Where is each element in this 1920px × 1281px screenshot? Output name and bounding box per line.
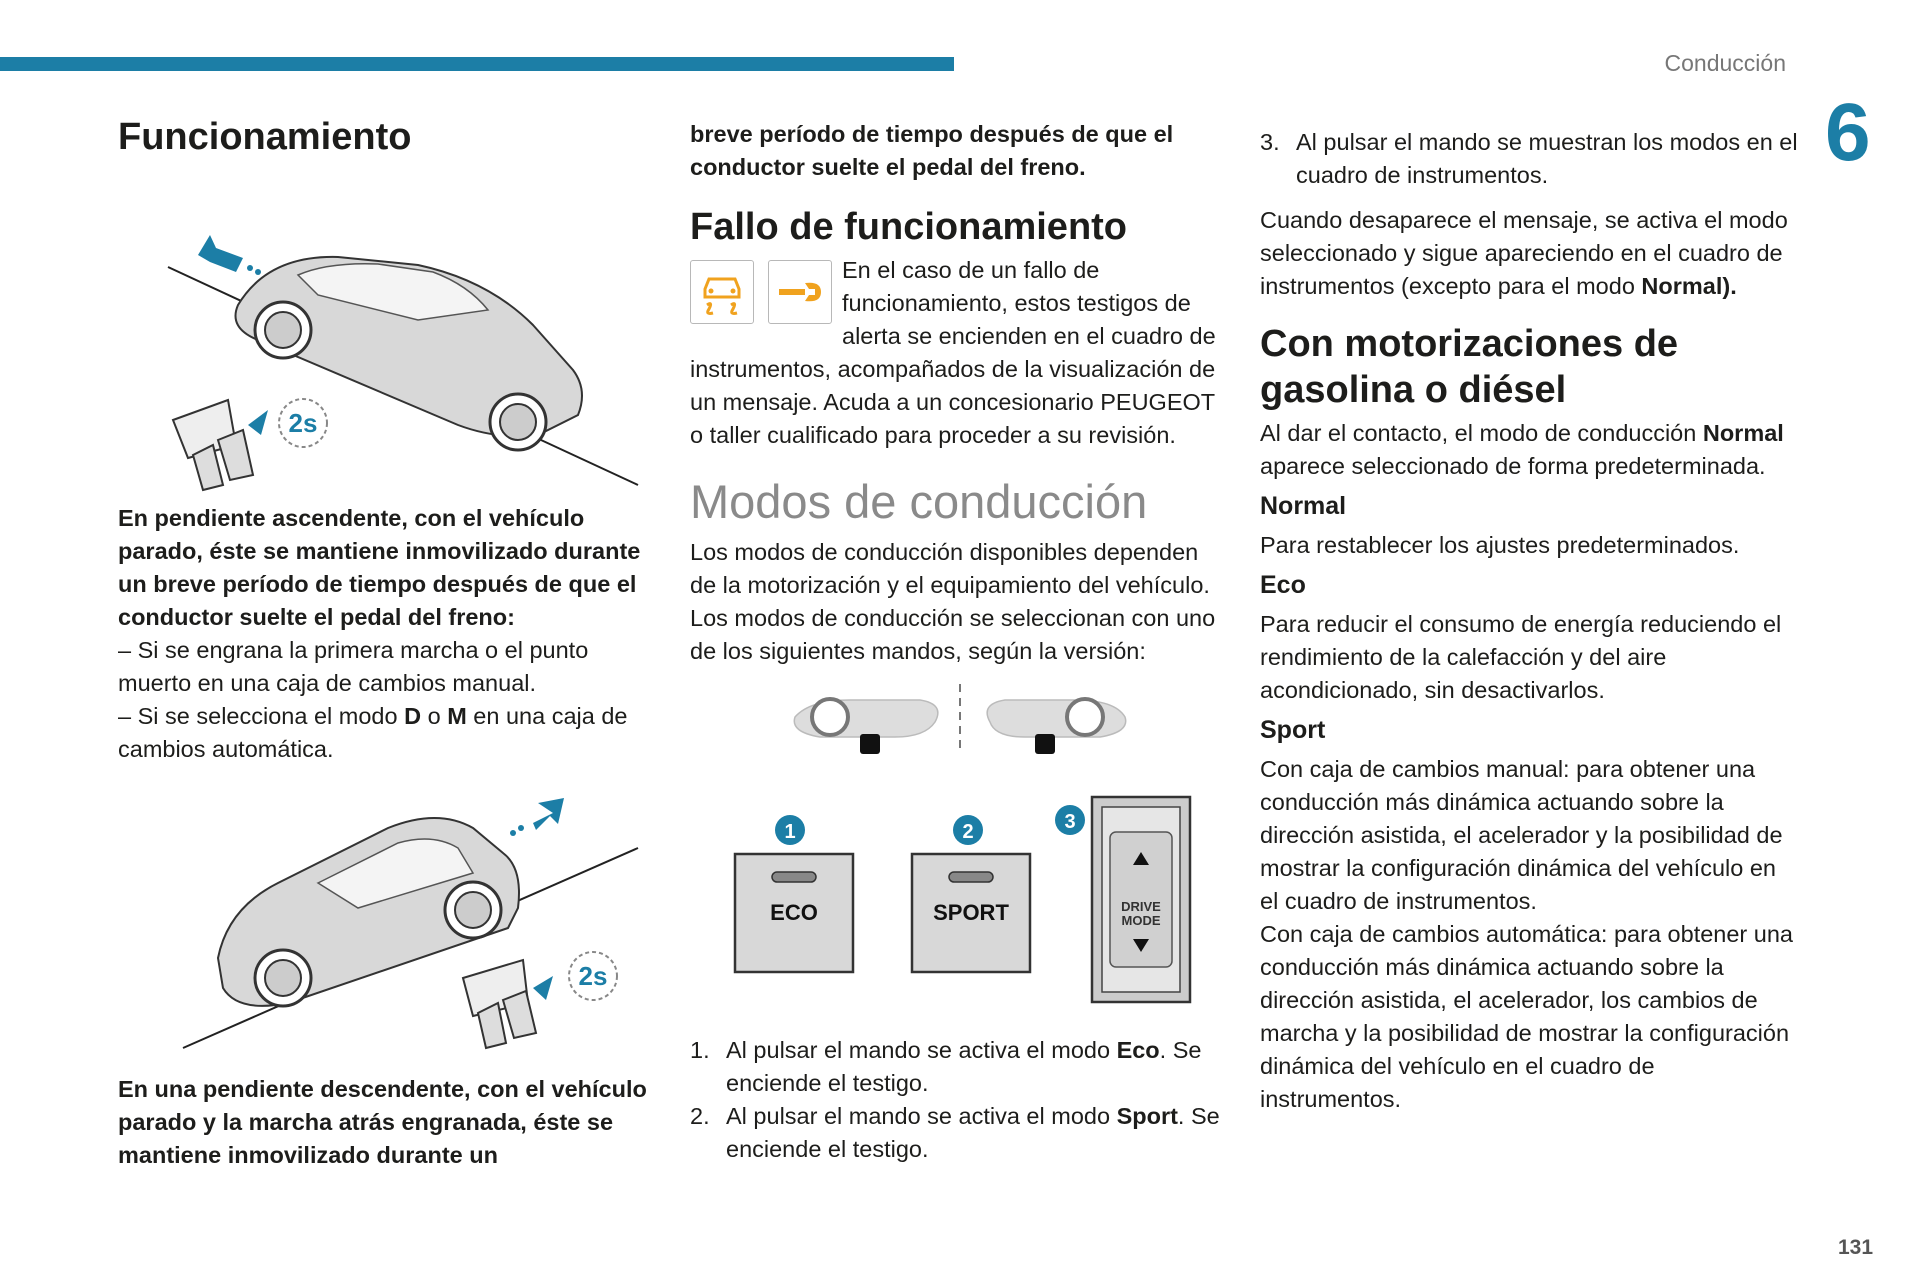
chapter-number: 6 (1825, 87, 1871, 178)
callout-1 (775, 815, 805, 845)
running-header: Conducción (1664, 50, 1786, 76)
svg-text:3: 3 (1064, 811, 1076, 833)
svg-text:ECO: ECO (770, 900, 818, 925)
bullet-manual: – Si se engrana la primera marcha o el punto muerto en una caja de cambios manual. (118, 637, 589, 696)
svg-text:SPORT: SPORT (933, 900, 1009, 925)
subtitle-normal: Normal (1260, 492, 1347, 520)
normal-paragraph: Para restablecer los ajustes predeterminados. (1260, 532, 1740, 558)
warning-icons (690, 260, 838, 324)
sport-button (912, 854, 1030, 972)
eco-button (735, 854, 853, 972)
callout-3 (1055, 805, 1085, 835)
steering-wheel-icon (812, 699, 848, 735)
uphill-car-figure (118, 200, 658, 500)
direction-arrow-icon (198, 235, 243, 272)
steering-wheel-icon (1067, 699, 1103, 735)
sport-automatic-paragraph: Con caja de cambios automática: para obtener una conducción más dinámica actuando sobre la dirección asistida, el acelerador, los cambios de marcha y la posibilidad de mostrar la configuración dinámica del vehículo en el cuadro de instrumentos. (1260, 921, 1793, 1112)
control-button-icon (1035, 734, 1055, 754)
message-paragraph: Cuando desaparece el mensaje, se activa el modo seleccionado y sigue apareciendo en el cuadro de instrumentos (excepto para el modo Normal). (1260, 207, 1788, 299)
fault-paragraph: En el caso de un fallo de funcionamiento, estos testigos de alerta se encienden en el cuadro de instrumentos, acompañados de la visualización de un mensaje. Acuda a un concesionario PEUGEOT o taller cualificado para proceder a su revisión. (690, 257, 1216, 448)
section-title-funcionamiento: Funcionamiento (118, 116, 412, 158)
section-title-motorizaciones: Con motorizaciones de gasolina o diésel (1260, 323, 1679, 411)
svg-text:DRIVE: DRIVE (1121, 899, 1161, 914)
uphill-paragraph: En pendiente ascendente, con el vehículo parado, éste se mantiene inmovilizado durante un breve período de tiempo después de que el conductor suelte el pedal del freno: (118, 505, 641, 630)
svg-text:2s: 2s (578, 961, 608, 991)
steps-list (690, 1034, 1230, 1166)
continued-paragraph: breve período de tiempo después de que el conductor suelte el pedal del freno. (690, 121, 1174, 180)
default-mode-paragraph: Al dar el contacto, el modo de conducción Normal aparece seleccionado de forma predeterminada. (1260, 420, 1784, 479)
fault-block (690, 254, 1230, 452)
callout-2 (953, 815, 983, 845)
step-2: 2. Al pulsar el mando se activa el modo Sport. Se enciende el testigo. (690, 1103, 1220, 1162)
control-button-icon (860, 734, 880, 754)
svg-text:1: 1 (784, 821, 796, 843)
direction-arrow-icon (533, 798, 564, 830)
traction-warning-icon (690, 260, 754, 324)
sport-manual-paragraph: Con caja de cambios manual: para obtener una conducción más dinámica actuando sobre la dirección asistida, el acelerador y la posibilidad de mostrar la configuración dinámica del vehículo en el cuadro de instrumentos. (1260, 756, 1783, 914)
column-2 (690, 100, 1230, 1166)
section-title-fallo: Fallo de funcionamiento (690, 206, 1128, 248)
steps-list-continued (1260, 126, 1800, 192)
svg-text:2s: 2s (288, 408, 318, 438)
subtitle-eco: Eco (1260, 571, 1306, 599)
svg-text:MODE: MODE (1121, 913, 1161, 928)
subtitle-sport: Sport (1260, 716, 1326, 744)
step-1: 1. Al pulsar el mando se activa el modo Eco. Se enciende el testigo. (690, 1037, 1202, 1096)
modes-paragraph: Los modos de conducción disponibles dependen de la motorización y el equipamiento del vehículo. Los modos de conducción se seleccionan con uno de los siguientes mandos, según la versión: (690, 539, 1216, 664)
column-1 (118, 100, 658, 1172)
step-3: 3. Al pulsar el mando se muestran los modos en el cuadro de instrumentos. (1260, 129, 1798, 188)
svg-text:2: 2 (962, 821, 974, 843)
eco-paragraph: Para reducir el consumo de energía reduciendo el rendimiento de la calefacción y del aire acondicionado, sin desactivarlos. (1260, 611, 1782, 703)
bullet-automatic: – Si se selecciona el modo D o M en una caja de cambios automática. (118, 703, 628, 762)
header-accent-bar (0, 57, 954, 71)
drive-mode-controls-figure (690, 682, 1230, 1012)
service-wrench-icon (768, 260, 832, 324)
section-title-modos: Modos de conducción (690, 475, 1148, 528)
downhill-paragraph: En una pendiente descendente, con el vehículo parado y la marcha atrás engranada, éste se mantiene inmovilizado durante un (118, 1076, 647, 1168)
column-3 (1260, 100, 1800, 1116)
page-number: 131 (1838, 1236, 1874, 1259)
downhill-car-figure (118, 788, 658, 1063)
drive-mode-switch (1092, 797, 1190, 1002)
